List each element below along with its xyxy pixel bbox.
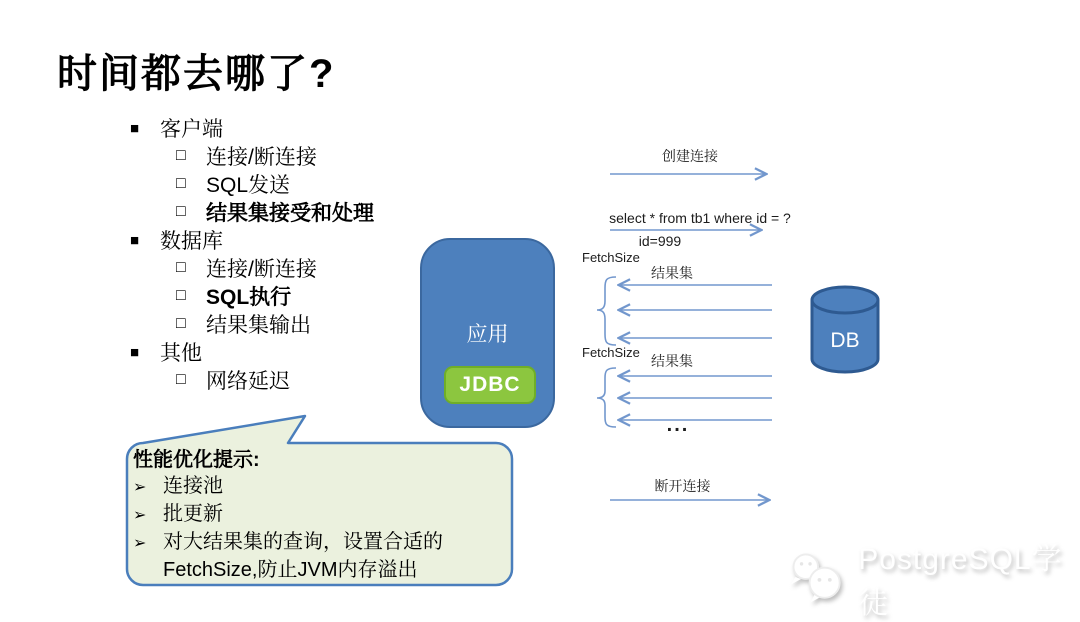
application-box [420,238,555,428]
page-title: 时间都去哪了? [57,52,336,96]
db-label: DB [830,329,860,352]
list-item [176,142,374,170]
watermark [786,534,1080,622]
bullet-hollow-icon: □ [176,147,186,164]
label-resultset-1: 结果集 [651,265,693,281]
db-cylinder [805,282,890,384]
callout-item-label: 批更新 [163,503,223,525]
list-item [176,310,374,338]
label-select-query: select * from tb1 where id = ? [609,210,791,226]
bullet-hollow-icon: □ [176,371,186,388]
bullet-filled-icon: ■ [130,119,140,137]
list-item-label: 其他 [160,342,202,365]
list-item-label: 连接/断连接 [206,146,317,169]
list-item-label: 结果集输出 [206,314,311,337]
bullet-hollow-icon: □ [176,203,186,220]
arrow-bullet-icon: ➢ [133,507,147,524]
arrow-bullet-icon: ➢ [133,535,147,552]
list-item [130,226,374,254]
fetch-brace-2 [597,368,616,427]
callout-item [133,501,505,529]
list-item [176,170,374,198]
label-ellipsis: ... [666,414,690,436]
list-item-label: SQL发送 [206,174,291,197]
label-resultset-2: 结果集 [651,353,693,369]
label-bind-value: id=999 [638,233,682,249]
bullet-hollow-icon: □ [176,315,186,332]
db-cylinder-top [812,287,878,313]
label-fetchsize-1: FetchSize [582,250,640,265]
bullet-filled-icon: ■ [130,343,140,361]
label-create-connection: 创建连接 [662,148,718,164]
list-item [130,114,374,142]
bullet-hollow-icon: □ [176,259,186,276]
list-item-label: 结果集接受和处理 [206,202,374,225]
jdbc-box: JDBC [444,366,536,404]
callout-item-label: 连接池 [163,475,223,497]
callout-item-label: 对大结果集的查询，设置合适的 [163,531,443,553]
bullet-filled-icon: ■ [130,231,140,249]
callout-content [133,447,505,583]
fetch-brace-1 [597,277,616,345]
callout-item-continuation: FetchSize,防止JVM内存溢出 [163,559,418,581]
label-disconnect: 断开连接 [654,478,711,494]
list-item [176,254,374,282]
list-item [176,198,374,226]
application-label: 应用 [466,323,509,346]
list-item-label: 数据库 [160,230,223,253]
list-item-label: 连接/断连接 [206,258,317,281]
bullet-list [130,114,374,394]
callout-title: 性能优化提示: [133,449,260,471]
list-item-label: 客户端 [160,118,223,141]
list-item-label: SQL执行 [206,286,292,309]
wechat-icon [786,550,848,606]
callout-item [133,529,505,557]
arrow-bullet-icon: ➢ [133,479,147,496]
list-item [130,338,374,366]
list-item [176,366,374,394]
bullet-hollow-icon: □ [176,287,186,304]
list-item-label: 网络延迟 [206,370,290,393]
list-item [176,282,374,310]
bullet-hollow-icon: □ [176,175,186,192]
watermark-text: PostgreSQL学徒 [858,543,1063,620]
callout-item [133,473,505,501]
sequence-diagram [560,140,810,520]
label-fetchsize-2: FetchSize [582,345,640,360]
